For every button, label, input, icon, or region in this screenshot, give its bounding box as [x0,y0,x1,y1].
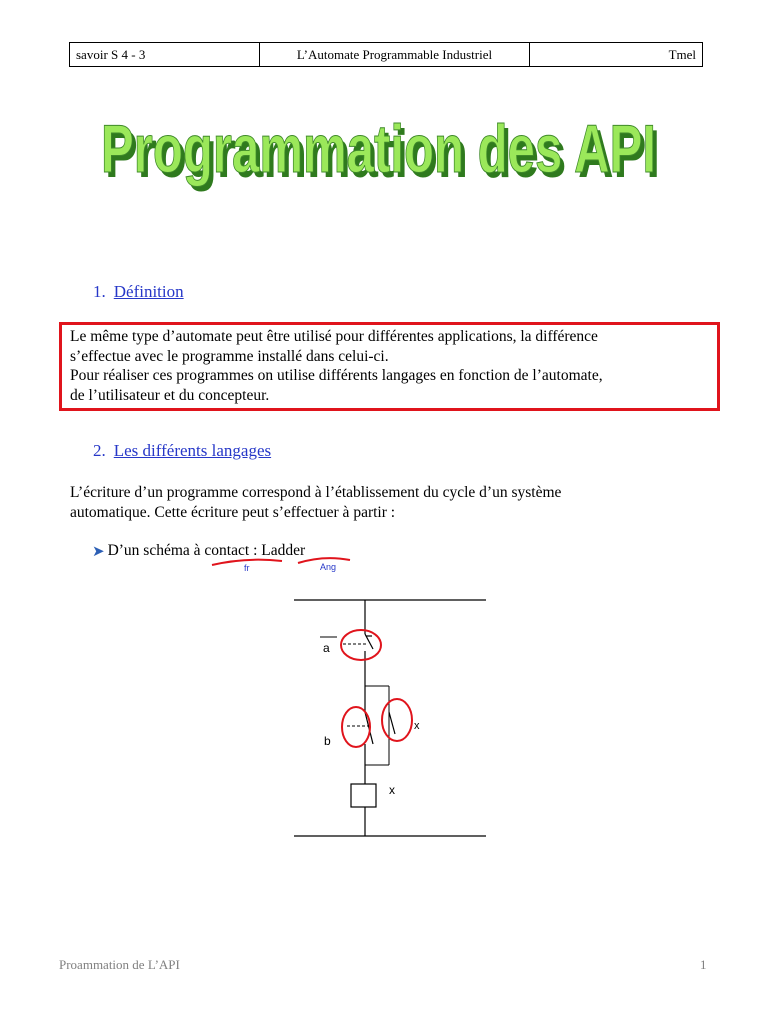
bullet-prefix: D’un schéma [107,542,194,559]
header-section: Tmel [668,46,696,62]
label-b: b [324,734,331,748]
ladder-bullet [92,542,305,560]
section-number: 2. [93,441,106,460]
definition-line: de l’utilisateur et du concepteur. [70,386,270,404]
note-fr: fr [244,563,250,573]
contact-b [365,712,373,744]
note-ang: Ang [320,562,337,572]
bullet-separator: : [249,542,262,559]
definition-box [59,322,720,411]
annotation-circle-x [382,699,412,741]
label-x-coil: x [389,783,395,797]
intro-line: L’écriture d’un programme correspond à l’établissement du cycle d’un système [70,484,562,501]
arrow-bullet-icon: ➤ [92,542,105,560]
coil-x [351,784,376,807]
contact-a [365,634,373,649]
annotation-circle-b [342,707,370,747]
definition-line: Pour réaliser ces programmes on utilise différents langages en fonction de l’automate, [70,367,603,384]
label-a: a [323,641,330,655]
label-x-contact: x [414,720,420,732]
page-number: 1 [700,957,707,972]
section-definition-heading [93,282,184,302]
definition-line: Le même type d’automate peut être utilisé pour différentes applications, la différence [70,328,598,345]
section-number: 1. [93,282,106,301]
section-languages-heading [93,441,271,461]
section-title[interactable]: Les différents langages [113,441,272,460]
page-title [60,98,708,198]
contact-x [389,712,395,734]
section-title[interactable]: Définition [113,282,184,301]
footer-title: Proammation de L’API [59,957,180,972]
intro-line: automatique. Cette écriture peut s’effectuer à partir : [70,504,396,521]
definition-line: s’effectue avec le programme installé dans celui-ci. [70,347,389,365]
page-title-shadow: Programmation des API [105,116,660,192]
annotation-circle-a [341,630,381,660]
term-english: Ladder [261,542,306,559]
page-title-text: Programmation des API [101,111,656,187]
header-course-title: L’Automate Programmable Industriel [260,43,530,66]
intro-paragraph [70,483,710,523]
header-subject: savoir S 4 - 3 [70,43,260,66]
term-french: à contact [193,542,250,559]
header-table [69,42,703,67]
